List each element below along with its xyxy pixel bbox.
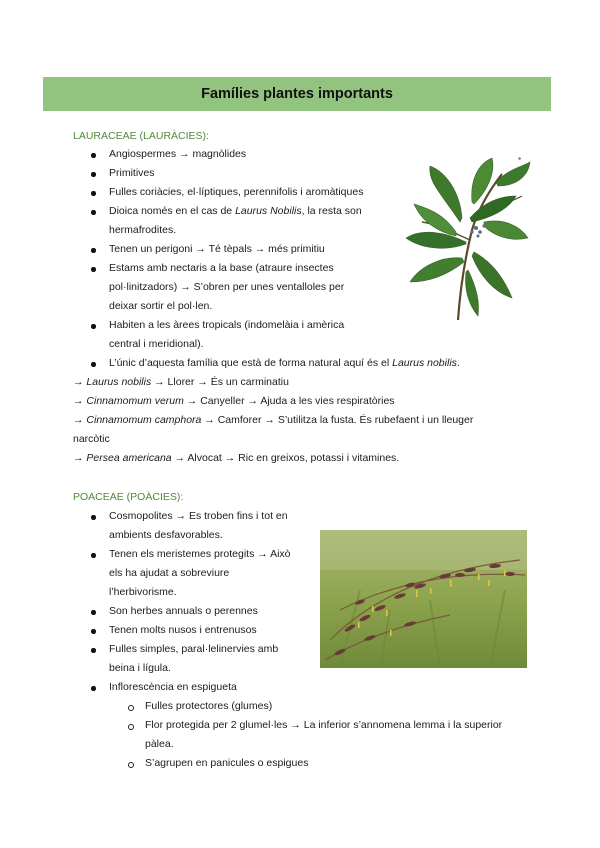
list-item: Estams amb nectaris a la base (atraure insectes — [109, 262, 334, 274]
list-item: Cosmopolites → Es troben fins i tot en — [109, 510, 288, 522]
bullet-dot — [91, 515, 96, 520]
sub-list-item: S’agrupen en panicules o espigues — [145, 757, 309, 769]
list-item-continuation: l’herbivorisme. — [109, 586, 177, 598]
list-item-continuation: hermafrodites. — [109, 224, 177, 236]
bullet-dot — [91, 210, 96, 215]
section-heading-poaceae: POACEAE (POÀCIES): — [73, 491, 184, 503]
page-title: Famílies plantes importants — [201, 86, 393, 102]
list-item-continuation: ambients desfavorables. — [109, 529, 223, 541]
list-item: Tenen molts nusos i entrenusos — [109, 624, 257, 636]
list-item: Tenen un perigoni → Té tèpals → més primitiu — [109, 243, 325, 255]
list-item: Inflorescència en espigueta — [109, 681, 237, 693]
sub-bullet-circle — [128, 762, 134, 768]
laurel-illustration — [400, 152, 532, 322]
sub-list-item: Fulles protectores (glumes) — [145, 700, 273, 712]
bullet-dot — [91, 153, 96, 158]
list-item-continuation: pol·linitzadors) → S’obren per unes ventalloles per — [109, 281, 345, 293]
svg-text:✱: ✱ — [518, 156, 522, 161]
list-item-continuation: deixar sortir el pol·len. — [109, 300, 213, 312]
list-item-continuation: beina i lígula. — [109, 662, 171, 674]
bullet-dot — [91, 191, 96, 196]
bullet-dot — [91, 648, 96, 653]
list-item: Fulles coriàcies, el·líptiques, perennifolis i aromàtiques — [109, 186, 364, 198]
list-item: Tenen els meristemes protegits → Això — [109, 548, 291, 560]
bullet-dot — [91, 629, 96, 634]
bullet-dot — [91, 686, 96, 691]
list-item: L’únic d’aquesta família que està de forma natural aquí és el Laurus nobilis. — [109, 357, 460, 369]
list-item: Dioica només en el cas de Laurus Nobilis, la resta son — [109, 205, 362, 217]
list-item: Fulles simples, paral·lelinervies amb — [109, 643, 279, 655]
title-bar — [43, 77, 551, 111]
species-line: → Cinnamomum camphora → Camforer → S’utilitza la fusta. És rubefaent i un lleuger — [73, 414, 474, 426]
species-line: → Cinnamomum verum → Canyeller → Ajuda a les vies respiratòries — [73, 395, 395, 407]
species-line: → Persea americana → Alvocat → Ric en greixos, potassi i vitamines. — [73, 452, 400, 464]
bullet-dot — [91, 553, 96, 558]
bullet-dot — [91, 362, 96, 367]
grass-photo — [320, 530, 527, 668]
bullet-dot — [91, 248, 96, 253]
list-item: Primitives — [109, 167, 155, 179]
sub-list-item-continuation: pàlea. — [145, 738, 174, 750]
list-item-continuation: els ha ajudat a sobreviure — [109, 567, 230, 579]
bullet-dot — [91, 267, 96, 272]
sub-list-item: Flor protegida per 2 glumel·les → La inferior s’annomena lemma i la superior — [145, 719, 503, 731]
sub-bullet-circle — [128, 705, 134, 711]
list-item: Habiten a les àrees tropicals (indomelàia i amèrica — [109, 319, 345, 331]
list-item: Angiospermes → magnòlides — [109, 148, 247, 160]
bullet-dot — [91, 324, 96, 329]
species-line-continuation: narcòtic — [73, 433, 110, 445]
sub-bullet-circle — [128, 724, 134, 730]
bullet-dot — [91, 610, 96, 615]
section-heading-lauraceae: LAURACEAE (LAURÀCIES): — [73, 130, 209, 142]
list-item: Son herbes annuals o perennes — [109, 605, 258, 617]
bullet-dot — [91, 172, 96, 177]
list-item-continuation: central i meridional). — [109, 338, 204, 350]
species-line: → Laurus nobilis → Llorer → És un carminatiu — [73, 376, 289, 388]
